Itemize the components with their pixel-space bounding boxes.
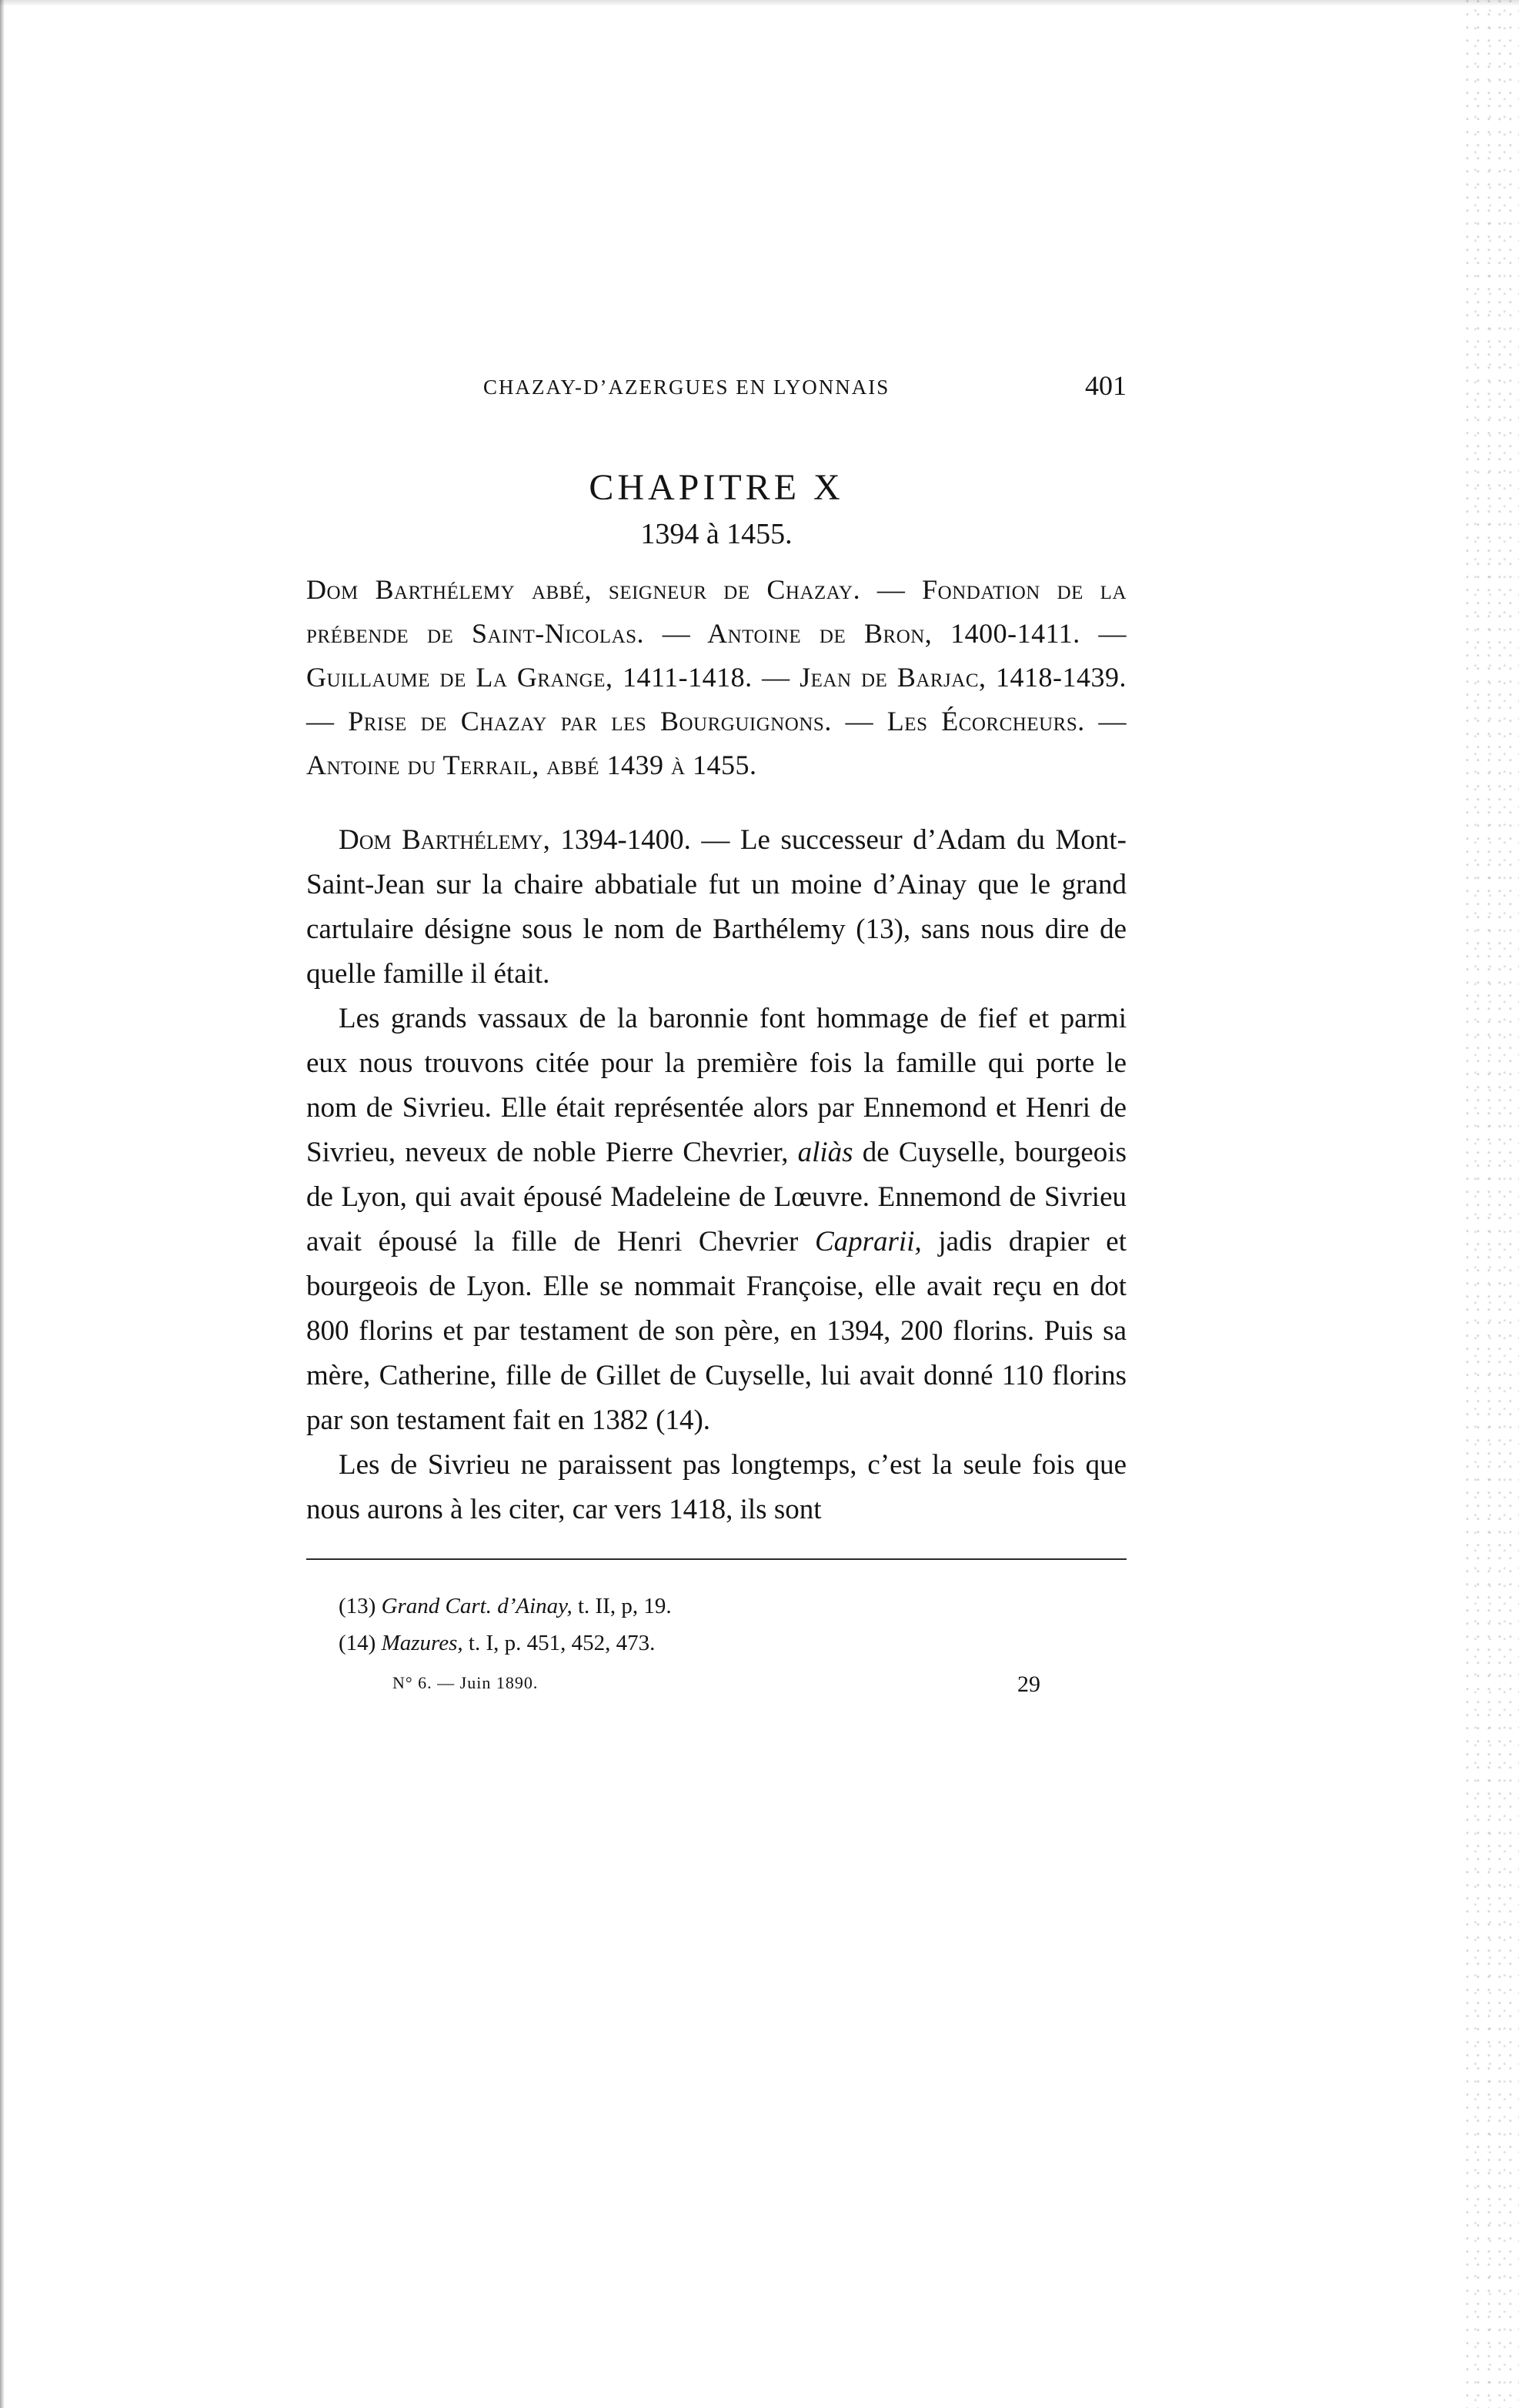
footnote-source-title: Mazures, bbox=[381, 1630, 463, 1655]
paragraph-1-text: , 1394-1400. — Le successeur d’Adam du Mont-Saint-Jean sur la chaire abbatiale fut un moine d’Ainay que le grand cartulaire désigne sous le nom de Barthélemy (13), sans nous dire de quelle famille il était. bbox=[306, 823, 1127, 990]
page-footer bbox=[306, 1665, 1127, 1702]
footnote-13 bbox=[306, 1588, 1127, 1625]
footnotes bbox=[306, 1588, 1127, 1702]
chapter-dates: 1394 à 1455. bbox=[640, 518, 793, 550]
chapter-summary: Dom Barthélemy abbé, seigneur de Chazay. — Fondation de la prébende de Saint-Nicolas. — Antoine de Bron, 1400-1411. — Guillaume de La Grange, 1411-1418. — Jean de Barjac, 1418-1439. — Prise de Chazay par les Bourguignons. — Les Écorcheurs. — Antoine du Terrail, abbé 1439 à 1455. bbox=[306, 573, 1127, 780]
chapter-title: CHAPITRE X bbox=[589, 467, 844, 508]
running-head bbox=[306, 362, 1127, 408]
footnote-source-title: Grand Cart. d’Ainay, bbox=[381, 1593, 573, 1618]
footnote-14 bbox=[306, 1625, 1127, 1662]
paragraph-1-lead: Dom Barthélemy bbox=[339, 823, 543, 856]
signature-mark: 29 bbox=[1017, 1671, 1040, 1697]
body-text bbox=[306, 818, 1127, 1532]
paragraph-2-text-c: jadis drapier et bourgeois de Lyon. Elle se nommait Françoise, elle avait reçu en dot 800 florins et par testament de son père, en 1394, 200 florins. Puis sa mère, Catherine, fille de Gillet de Cuyselle, lui avait donné 110 florins par son testament fait en 1382 (14). bbox=[306, 1225, 1127, 1436]
paragraph-2-text-a: Les grands vassaux de la baronnie font hommage de fief et parmi eux nous trouvons citée pour la première fois la famille qui porte le nom de Sivrieu. Elle était représentée alors par Ennemond et Henri de Sivrieu, neveux de noble Pierre Chevrier, bbox=[306, 1002, 1127, 1168]
page-number: 401 bbox=[1085, 370, 1127, 401]
running-title: CHAZAY-D’AZERGUES EN LYONNAIS bbox=[483, 376, 890, 399]
scan-top-edge bbox=[0, 0, 1519, 6]
paragraph-1 bbox=[306, 818, 1127, 997]
paragraph-2 bbox=[306, 997, 1127, 1443]
footnote-number: (13) bbox=[339, 1593, 376, 1618]
footnote-reference: t. I, p. 451, 452, 473. bbox=[462, 1630, 656, 1655]
footnote-number: (14) bbox=[339, 1630, 376, 1655]
paragraph-3-text: Les de Sivrieu ne paraissent pas longtemps, c’est la seule fois que nous aurons à les citer, car vers 1418, ils sont bbox=[306, 1448, 1127, 1525]
book-page bbox=[306, 362, 1127, 1702]
paragraph-2-text-b: de Cuyselle, bourgeois de Lyon, qui avait épousé Madeleine de Lœuvre. Ennemond de Sivrieu avait épousé la fille de Henri Chevrier bbox=[306, 1136, 1127, 1257]
paragraph-2-alias: aliàs bbox=[797, 1136, 853, 1168]
footnote-reference: t. II, p, 19. bbox=[572, 1593, 672, 1618]
issue-line: N° 6. — Juin 1890. bbox=[392, 1672, 539, 1692]
paragraph-3 bbox=[306, 1443, 1127, 1532]
footnote-divider bbox=[306, 1558, 1127, 1560]
paragraph-2-caprarii: Caprarii, bbox=[814, 1225, 922, 1257]
scan-right-edge bbox=[1465, 0, 1519, 2408]
scan-left-edge bbox=[0, 0, 5, 2408]
